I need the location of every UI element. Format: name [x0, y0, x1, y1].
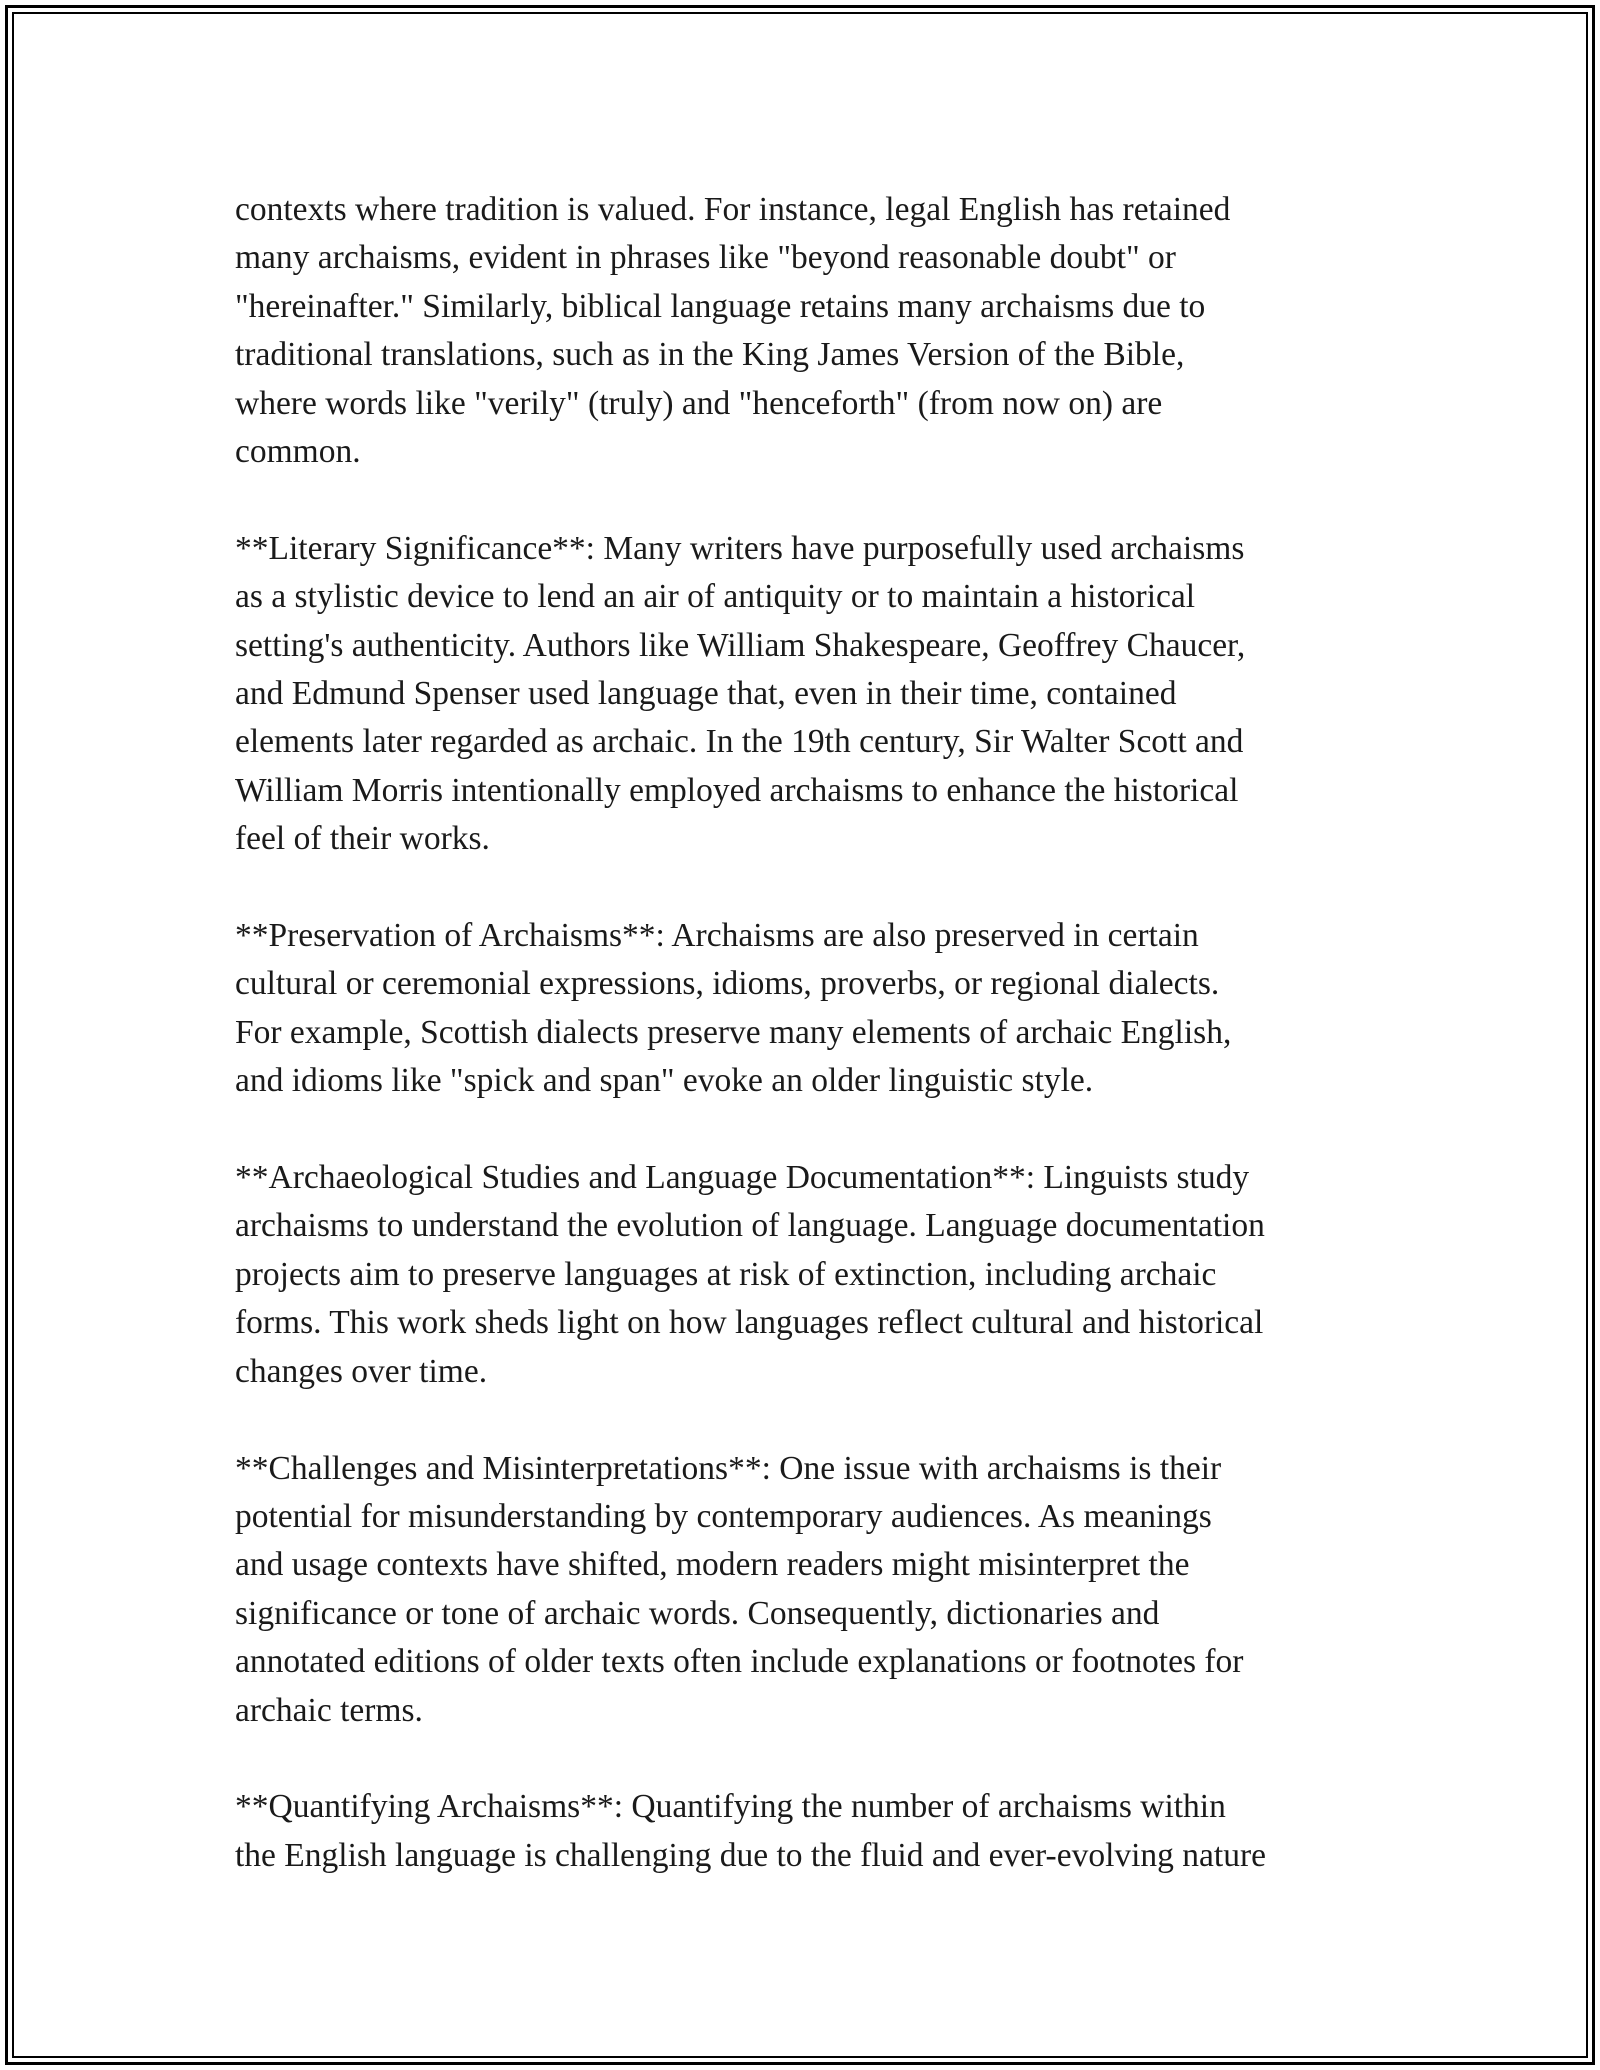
paragraph-literary-significance: **Literary Significance**: Many writers have purposefully used archaisms as a stylistic device to lend an air of antiquity or to maintain a historical setting's authenticity. Authors like William Shakespeare, Geoffrey Chaucer, and Edmund Spenser used language that, even in their time, contained elements later regarded as archaic. In the 19th century, Sir Walter Scott and William Morris intentionally employed archaisms to enhance the historical feel of their works. — [235, 529, 1246, 858]
document-body — [235, 186, 1385, 1880]
paragraph-challenges: **Challenges and Misinterpretations**: One issue with archaisms is their potential for misunderstanding by contemporary audiences. As meanings and usage contexts have shifted, modern readers might misinterpret the significance or tone of archaic words. Consequently, dictionaries and annotated editions of older texts often include explanations or footnotes for archaic terms. — [235, 1449, 1244, 1729]
paragraph-language-documentation: **Archaeological Studies and Language Documentation**: Linguists study archaisms to understand the evolution of language. Language documentation projects aim to preserve languages at risk of extinction, including archaic forms. This work sheds light on how languages reflect cultural and historical changes over time. — [235, 1159, 1265, 1390]
paragraph-preservation: **Preservation of Archaisms**: Archaisms are also preserved in certain cultural or ceremonial expressions, idioms, proverbs, or regional dialects. For example, Scottish dialects preserve many elements of archaic English, and idioms like "spick and span" evoke an older linguistic style. — [235, 917, 1232, 1100]
paragraph-legal-biblical: contexts where tradition is valued. For instance, legal English has retained many archaisms, evident in phrases like "beyond reasonable doubt" or "hereinafter." Similarly, biblical language retains many archaisms due to traditional translations, such as in the King James Version of the Bible, where words like "verily" (truly) and "henceforth" (from now on) are common. — [235, 191, 1231, 471]
paragraph-quantifying: **Quantifying Archaisms**: Quantifying the number of archaisms within the English language is challenging due to the fluid and ever-evolving nature — [235, 1788, 1267, 1874]
